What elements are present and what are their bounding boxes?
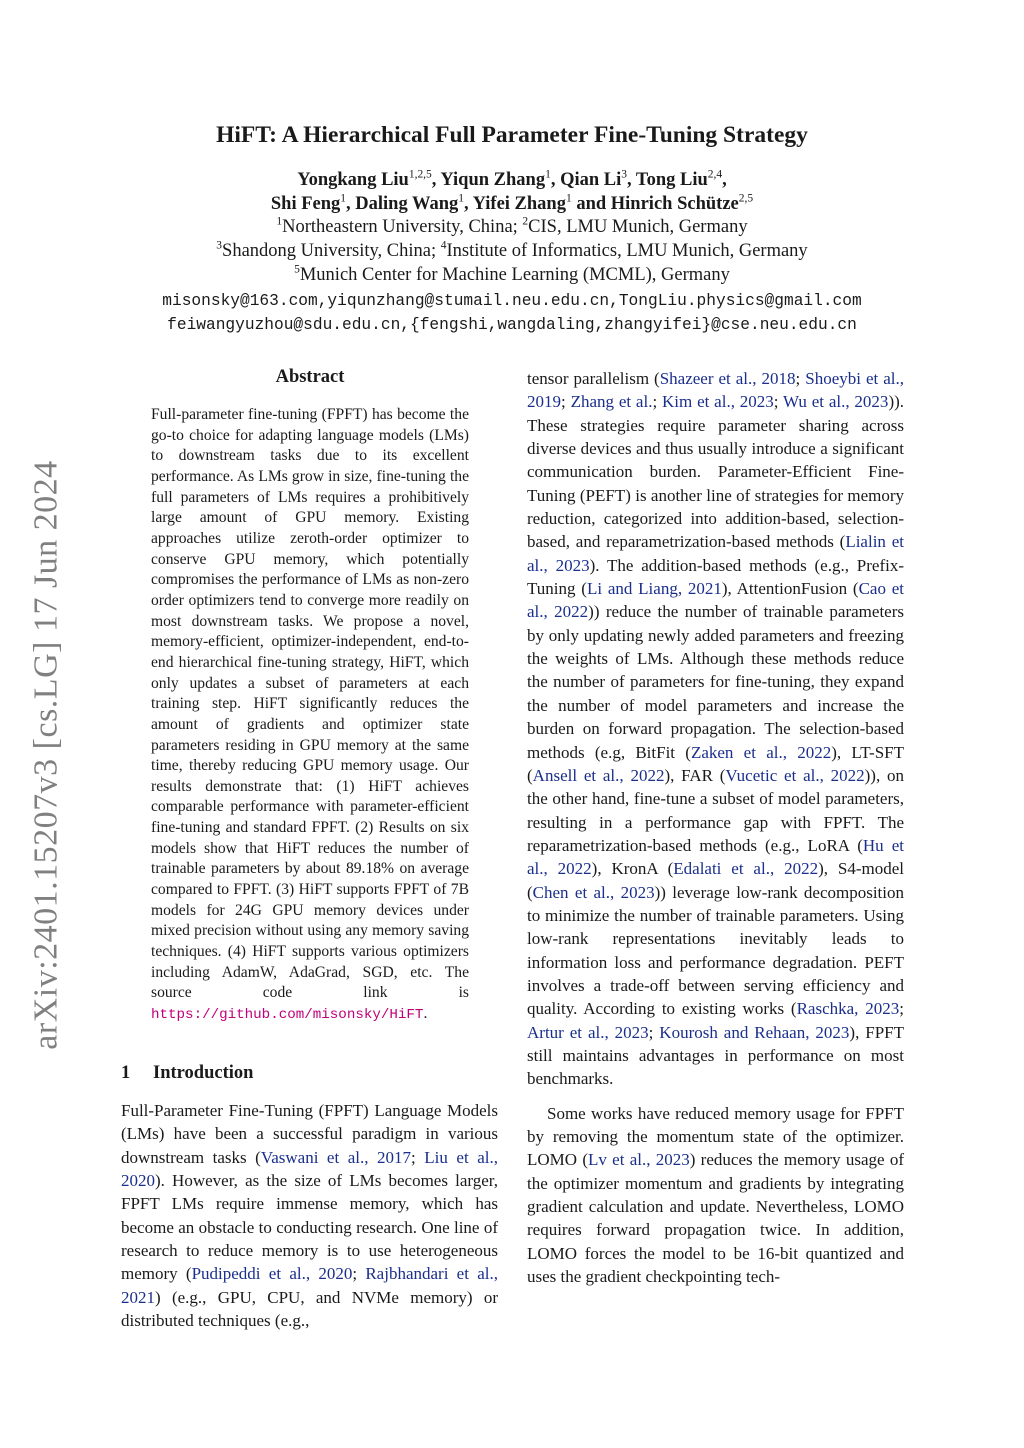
body-text: ; xyxy=(352,1264,366,1284)
citation-link[interactable]: Zhang et al. xyxy=(570,392,653,412)
affil-sup: 2 xyxy=(522,215,529,228)
body-text: Full-Parameter Fine-Tuning (FPFT) Language Models (LMs) have been a successful paradigm in various downstream tasks ( xyxy=(121,1101,498,1167)
author-affil-sup: 2,4 xyxy=(707,168,723,181)
paper-title: HiFT: A Hierarchical Full Parameter Fine-Tuning Strategy xyxy=(216,122,808,148)
citation-link[interactable]: Wu et al., 2023 xyxy=(783,392,889,412)
citation-link[interactable]: Zaken et al., 2022 xyxy=(690,742,832,762)
body-text: ), S4-model ( xyxy=(527,859,904,902)
citation-link[interactable]: Raschka, 2023 xyxy=(796,999,900,1019)
body-text: ). However, as the size of LMs becomes larger, FPFT LMs require immense memory, which has become an obstacle to conducting research. One line of research to reduce memory is to use heterogeneous memory ( xyxy=(121,1171,498,1284)
citation-link[interactable]: Kourosh and Rehaan, 2023 xyxy=(659,1022,850,1042)
citation-link[interactable]: Shazeer et al., 2018 xyxy=(659,369,796,388)
affil-sup: 1 xyxy=(276,215,283,228)
body-text: ; xyxy=(648,1022,660,1042)
affil-text: Shandong University, China; xyxy=(222,241,441,261)
citation-link[interactable]: Chen et al., 2023 xyxy=(532,882,655,902)
abstract-heading: Abstract xyxy=(275,367,345,387)
citation-link[interactable]: Liu et al., 2020 xyxy=(121,1147,498,1191)
affil-text: Northeastern University, China; xyxy=(282,217,523,237)
body-text: ; xyxy=(899,999,904,1019)
right-column xyxy=(527,367,904,1288)
body-text: ). The addition-based methods (e.g., Prefix-Tuning ( xyxy=(527,555,904,599)
citation-link[interactable]: Edalati et al., 2022 xyxy=(673,859,819,879)
author-emails xyxy=(60,289,964,337)
paragraph xyxy=(527,1102,904,1289)
body-text: ; xyxy=(561,392,571,412)
citation-link[interactable]: Vucetic et al., 2022 xyxy=(725,765,865,785)
body-text: ), KronA ( xyxy=(591,859,674,879)
body-text: )) leverage low-rank decomposition to minimize the number of trainable parameters. Using low-rank representations inevitably leads to information loss and performance degradation. PEFT involves a trade-off between serving efficiency and quality. According to existing works ( xyxy=(527,882,905,1019)
citation-link[interactable]: Kim et al., 2023 xyxy=(662,392,774,412)
citation-link[interactable]: Lv et al., 2023 xyxy=(588,1150,690,1170)
citation-link[interactable]: Rajbhandari et al., 2021 xyxy=(121,1264,498,1307)
author-list: Yongkang Liu$^{1,2,5}$, Yiqun Zhang$^1$, Qian Li$^3$, Tong Liu$^{2,4}$, Shi Feng$^1$, Daling Wang$^1$, Yifei Zhang$^1$ and Hinrich Schütze$^{2,5}$ xyxy=(270,168,754,214)
body-text: ), LT-SFT ( xyxy=(527,742,905,785)
arxiv-stamp xyxy=(22,455,72,1055)
author-affil-sup: 3 xyxy=(621,168,627,181)
citation-link[interactable]: Hu et al., 2022 xyxy=(527,835,905,879)
author-affil-sup: 1,2,5 xyxy=(408,168,432,181)
abstract-end: . xyxy=(423,1005,428,1023)
section-heading-introduction xyxy=(121,1063,253,1084)
author-affil-sup: 1 xyxy=(565,192,572,205)
body-text: )), on the other hand, fine-tune a subset of model parameters, resulting in a performance gap with FPFT. The reparametrization-based methods (e.g., LoRA ( xyxy=(527,765,904,855)
citation-link[interactable]: Artur et al., 2023 xyxy=(527,1022,649,1042)
body-text: ; xyxy=(773,392,784,412)
author-affil-sup: 1 xyxy=(458,192,465,205)
arxiv-id: arXiv:2401.15207v3 [cs.LG] 17 Jun 2024 xyxy=(28,460,66,1050)
affil-text: CIS, LMU Munich, Germany xyxy=(528,217,748,237)
section-title: Introduction xyxy=(153,1063,254,1083)
affiliation-line xyxy=(100,215,924,239)
abstract-text: Full-parameter fine-tuning (FPFT) has become the go-to choice for adapting language models (LMs) to downstream tasks due to its excellent performance. As LMs grow in size, fine-tuning the full parameters of LMs requires a prohibitively large amount of GPU memory. Existing approaches utilize zeroth-order optimizer to conserve GPU memory, which potentially compromises the performance of LMs as non-zero order optimizers tend to converge more readily on most downstream tasks. We propose a novel, memory-efficient, optimizer-independent, end-to-end hierarchical fine-tuning strategy, HiFT, which only updates a subset of parameters at each training step. HiFT significantly reduces the amount of gradients and optimizer state parameters residing in GPU memory at the same time, thereby reducing GPU memory usage. Our results demonstrate that: (1) HiFT achieves comparable performance with parameter-efficient fine-tuning and standard FPFT. (2) Results on six models show that HiFT reduces the number of trainable parameters by about 89.18% on average compared to FPFT. (3) HiFT supports FPFT of 7B models for 24G GPU memory devices under mixed precision without using any memory saving techniques. (4) HiFT supports various optimizers including AdamW, AdaGrad, SGD, etc. The source code link is xyxy=(151,406,469,1002)
citation-link[interactable]: Cao et al., 2022 xyxy=(527,579,904,622)
affiliation-line xyxy=(100,263,924,287)
body-text: ), FAR ( xyxy=(664,765,726,785)
citation-link[interactable]: Vaswani et al., 2017 xyxy=(260,1147,412,1167)
author-affil-sup: 1 xyxy=(545,168,551,181)
citation-link[interactable]: Shoeybi et al., 2019 xyxy=(527,369,904,412)
author-affil-sup: 2,5 xyxy=(738,192,754,205)
source-code-link[interactable]: https://github.com/misonsky/HiFT xyxy=(151,1007,424,1024)
affiliations xyxy=(100,215,924,287)
author: Shi Feng xyxy=(270,194,341,214)
body-text: ), FPFT still maintains advantages in performance on most benchmarks. xyxy=(527,1022,904,1089)
body-text: tensor parallelism ( xyxy=(527,369,660,388)
body-text: ) (e.g., GPU, CPU, and NVMe memory) or distributed techniques (e.g., xyxy=(121,1287,498,1331)
body-text: )). These strategies require parameter sharing across diverse devices and thus usually introduce a significant communication burden. Parameter-Efficient Fine-Tuning (PEFT) is another line of strategies for memory reduction, categorized into addition-based, selection-based, and reparametrization-based methods ( xyxy=(527,392,905,552)
author: Tong Liu xyxy=(635,170,708,190)
email-line: feiwangyuzhou@sdu.edu.cn,{fengshi,wangdaling,zhangyifei}@cse.neu.edu.cn xyxy=(167,316,857,334)
citation-link[interactable]: Li and Liang, 2021 xyxy=(586,579,722,599)
body-text: ; xyxy=(652,392,663,412)
abstract-body xyxy=(151,405,469,1026)
author: Yongkang Liu xyxy=(297,170,409,190)
affiliation-line xyxy=(100,239,924,263)
email-line: misonsky@163.com,yiqunzhang@stumail.neu.edu.cn,TongLiu.physics@gmail.com xyxy=(162,292,862,310)
citation-link[interactable]: Ansell et al., 2022 xyxy=(532,765,665,785)
section-number: 1 xyxy=(121,1063,131,1083)
author-affil-sup: 1 xyxy=(340,192,347,205)
citation-link[interactable]: Pudipeddi et al., 2020 xyxy=(191,1264,353,1284)
affil-sup: 4 xyxy=(440,239,447,252)
body-text: ; xyxy=(411,1147,425,1167)
body-text: ) reduces the memory usage of the optimizer momentum and gradients by integrating gradient calculation and update. Nevertheless, LOMO requires forward propagation twice. In addition, LOMO forces the model to be 16-bit quantized and uses the gradient checkpointing tech- xyxy=(527,1150,904,1287)
author: Daling Wang xyxy=(355,194,459,214)
paragraph xyxy=(527,367,904,1091)
affil-text: Munich Center for Machine Learning (MCML), Germany xyxy=(299,265,730,285)
intro-paragraph xyxy=(121,1099,498,1332)
body-text: ), AttentionFusion ( xyxy=(721,579,859,599)
affil-text: Institute of Informatics, LMU Munich, Germany xyxy=(446,241,808,261)
author: Qian Li xyxy=(560,170,622,190)
body-text: Some works have reduced memory usage for FPFT by removing the momentum state of the optimizer. LOMO ( xyxy=(527,1103,904,1170)
affil-sup: 5 xyxy=(294,263,300,276)
author: Yifei Zhang xyxy=(472,194,566,214)
body-text: )) reduce the number of trainable parameters by only updating newly added parameters and freezing the weights of LMs. Although these methods reduce the number of parameters for fine-tuning, they expand the number of model parameters and increase the burden on forward propagation. The selection-based methods (e.g, BitFit ( xyxy=(527,602,904,762)
affil-sup: 3 xyxy=(216,239,223,252)
body-text: ; xyxy=(795,369,806,388)
citation-link[interactable]: Lialin et al., 2023 xyxy=(527,532,905,575)
author: and Hinrich Schütze xyxy=(576,194,739,214)
author: Yiqun Zhang xyxy=(440,170,546,190)
